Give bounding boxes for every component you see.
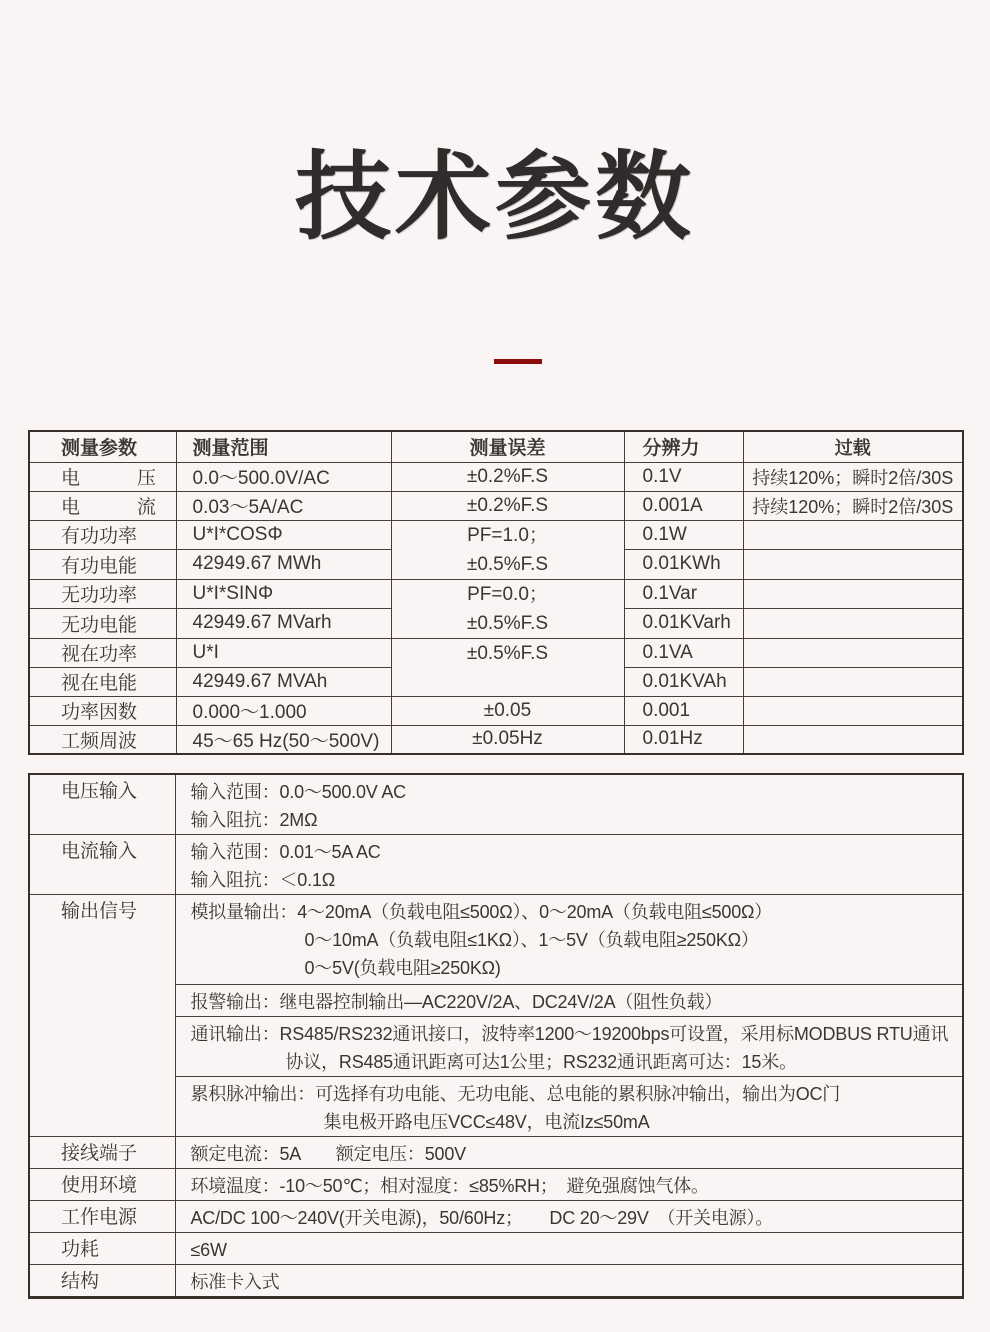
range-cell: 0.0～500.0V/AC — [176, 462, 391, 491]
io-spec-table — [28, 773, 964, 1299]
page-title: 技术参数 — [295, 144, 695, 251]
spec-line: 0～5V(负载电阻≥250KΩ) — [304, 958, 501, 978]
range-cell: 0.000～1.000 — [176, 696, 391, 725]
range-cell: U*I — [176, 638, 391, 667]
header-resolution: 分辨力 — [624, 431, 743, 462]
spec-label-cell: 输出信号 — [29, 895, 175, 1137]
overload-cell-empty — [743, 725, 963, 754]
spec-content-cell — [175, 895, 963, 985]
overload-cell-empty — [743, 696, 963, 725]
error-line: PF=1.0； — [467, 524, 548, 546]
spec-content-cell — [175, 1265, 963, 1298]
resolution-cell: 0.001A — [624, 491, 743, 520]
spec-content-cell — [175, 1017, 963, 1077]
spec-line: 0～10mA（负载电阻≤1KΩ）、1～5V（负载电阻≥250KΩ） — [304, 930, 759, 950]
error-cell-merged — [391, 579, 624, 638]
param-cell: 无功电能 — [29, 609, 176, 639]
spec-line: AC/DC 100～240V(开关电源)，50/60Hz； DC 20～29V （开关电源）。 — [190, 1208, 774, 1228]
param-cell: 电 流 — [29, 491, 176, 520]
error-line: ±0.5%F.S — [466, 553, 549, 575]
overload-cell-empty — [743, 638, 963, 667]
resolution-cell: 0.1VA — [624, 638, 743, 667]
table-row — [29, 579, 963, 609]
spec-content-cell — [175, 1077, 963, 1137]
resolution-cell: 0.01Hz — [624, 725, 743, 754]
param-cell: 电 压 — [29, 462, 176, 491]
spec-line: 标准卡入式 — [190, 1272, 280, 1292]
title-divider — [494, 359, 542, 364]
resolution-cell: 0.1W — [624, 520, 743, 550]
error-line: ±0.5%F.S — [466, 642, 549, 664]
range-cell: 42949.67 MWh — [176, 550, 391, 580]
spec-content-cell — [175, 774, 963, 835]
error-cell: ±0.05Hz — [391, 725, 624, 754]
param-cell: 视在功率 — [29, 638, 176, 667]
spec-content-cell — [175, 835, 963, 895]
error-line: ±0.5%F.S — [466, 612, 549, 634]
measurement-table — [28, 430, 964, 755]
param-cell: 视在电能 — [29, 667, 176, 696]
overload-cell-empty — [743, 579, 963, 609]
table-row — [29, 491, 963, 520]
overload-cell-empty — [743, 609, 963, 639]
range-cell: 42949.67 MVarh — [176, 609, 391, 639]
header-overload: 过载 — [743, 431, 963, 462]
spec-label-cell: 使用环境 — [29, 1169, 175, 1201]
spec-line: 通讯输出：RS485/RS232通讯接口，波特率1200～19200bps可设置，采用标MODBUS RTU通讯 — [190, 1024, 949, 1044]
spec-line: 输入范围：0.0～500.0V AC — [190, 782, 406, 802]
error-line: PF=0.0； — [467, 583, 548, 605]
param-cell: 有功功率 — [29, 520, 176, 550]
spec-line: 集电极开路电压VCC≤48V，电流Iz≤50mA — [323, 1112, 650, 1132]
error-cell: ±0.2%F.S — [391, 462, 624, 491]
param-cell: 功率因数 — [29, 696, 176, 725]
error-cell: ±0.05 — [391, 696, 624, 725]
error-cell-merged — [391, 520, 624, 579]
spec-label-cell: 结构 — [29, 1265, 175, 1298]
overload-cell: 持续120%；瞬时2倍/30S — [743, 491, 963, 520]
spec-line: 输入阻抗：＜0.1Ω — [190, 870, 335, 890]
table-row — [29, 462, 963, 491]
spec-line: 输入范围：0.01～5A AC — [190, 842, 381, 862]
spec-content-cell — [175, 1201, 963, 1233]
spec-row — [29, 835, 963, 895]
overload-cell-empty — [743, 667, 963, 696]
spec-content-cell — [175, 1169, 963, 1201]
spec-content-cell — [175, 1233, 963, 1265]
header-range: 测量范围 — [176, 431, 391, 462]
spec-line: 环境温度：-10～50℃；相对湿度：≤85%RH； 避免强腐蚀气体。 — [190, 1176, 709, 1196]
range-cell: 45～65 Hz(50～500V) — [176, 725, 391, 754]
param-cell: 无功功率 — [29, 579, 176, 609]
spec-row — [29, 895, 963, 985]
overload-cell: 持续120%；瞬时2倍/30S — [743, 462, 963, 491]
spec-label-cell: 功耗 — [29, 1233, 175, 1265]
table-row — [29, 725, 963, 754]
header-error: 测量误差 — [391, 431, 624, 462]
header-param: 测量参数 — [29, 431, 176, 462]
spec-line: 协议，RS485通讯距离可达1公里；RS232通讯距离可达：15米。 — [285, 1052, 797, 1072]
spec-line: 累积脉冲输出：可选择有功电能、无功电能、总电能的累积脉冲输出，输出为OC门 — [190, 1084, 841, 1104]
spec-content-cell — [175, 1137, 963, 1169]
param-cell: 工频周波 — [29, 725, 176, 754]
spec-label-cell: 接线端子 — [29, 1137, 175, 1169]
overload-cell-empty — [743, 520, 963, 550]
range-cell: 42949.67 MVAh — [176, 667, 391, 696]
resolution-cell: 0.01KVarh — [624, 609, 743, 639]
overload-cell-empty — [743, 550, 963, 580]
table-row — [29, 638, 963, 667]
spec-content-cell — [175, 985, 963, 1017]
table-row — [29, 520, 963, 550]
spec-row — [29, 774, 963, 835]
resolution-cell: 0.01KWh — [624, 550, 743, 580]
error-cell: ±0.2%F.S — [391, 491, 624, 520]
spec-line: 报警输出：继电器控制输出—AC220V/2A、DC24V/2A（阻性负载） — [190, 992, 723, 1012]
range-cell: 0.03～5A/AC — [176, 491, 391, 520]
spec-row — [29, 1169, 963, 1201]
resolution-cell: 0.01KVAh — [624, 667, 743, 696]
spec-row — [29, 1233, 963, 1265]
error-cell-merged — [391, 638, 624, 696]
spec-line: 额定电流：5A 额定电压：500V — [190, 1144, 466, 1164]
table-row — [29, 696, 963, 725]
range-cell: U*I*COSΦ — [176, 520, 391, 550]
resolution-cell: 0.1Var — [624, 579, 743, 609]
spec-row — [29, 1137, 963, 1169]
param-cell: 有功电能 — [29, 550, 176, 580]
spec-label-cell: 电流输入 — [29, 835, 175, 895]
spec-label-cell: 电压输入 — [29, 774, 175, 835]
resolution-cell: 0.1V — [624, 462, 743, 491]
spec-row — [29, 1201, 963, 1233]
table-header-row — [29, 431, 963, 462]
resolution-cell: 0.001 — [624, 696, 743, 725]
range-cell: U*I*SINΦ — [176, 579, 391, 609]
spec-label-cell: 工作电源 — [29, 1201, 175, 1233]
spec-row — [29, 1265, 963, 1298]
spec-line: 输入阻抗：2MΩ — [190, 810, 318, 830]
spec-line: 模拟量输出：4～20mA（负载电阻≤500Ω）、0～20mA（负载电阻≤500Ω） — [190, 902, 773, 922]
spec-line: ≤6W — [190, 1240, 227, 1260]
